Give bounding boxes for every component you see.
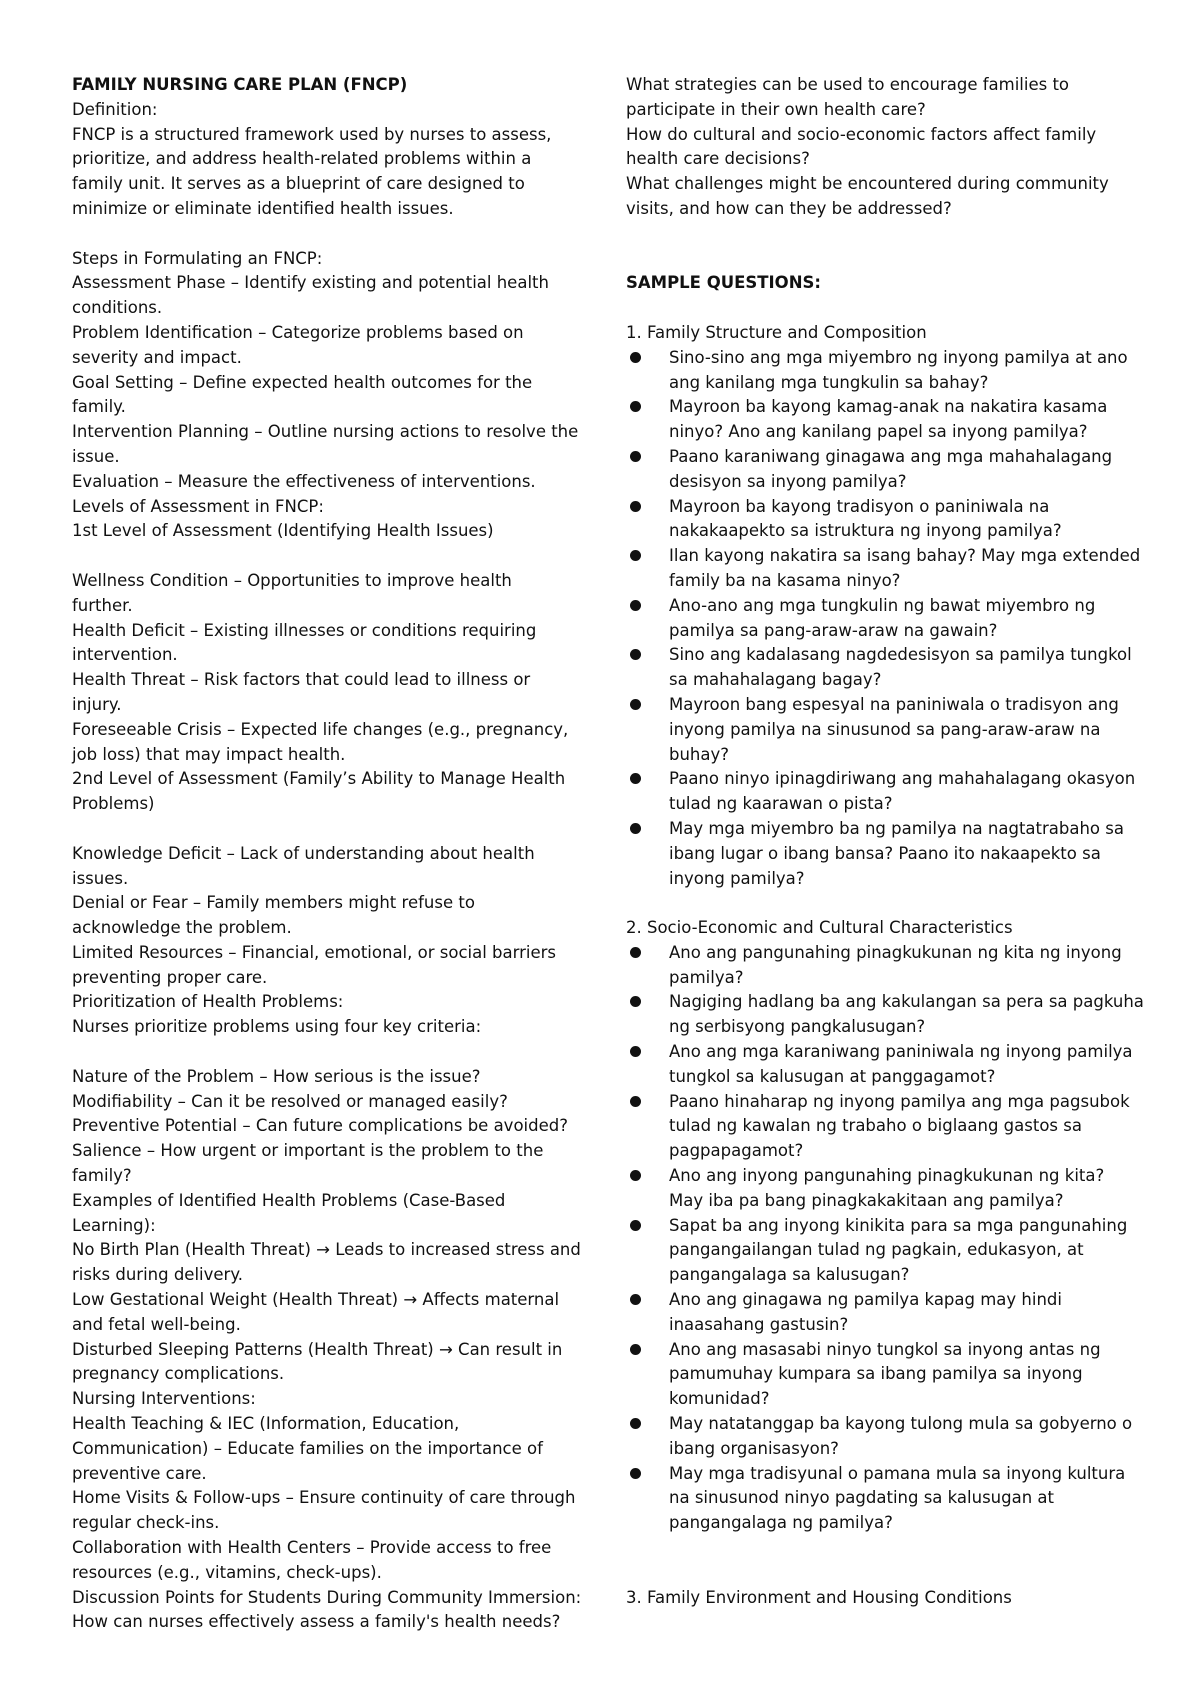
text-line: resources (e.g., vitamins, check-ups). <box>72 1562 382 1582</box>
text-line: Examples of Identified Health Problems (Case-Based <box>72 1190 506 1210</box>
text-line: Levels of Assessment in FNCP: <box>72 496 324 516</box>
text-line: preventing proper care. <box>72 967 268 987</box>
text-line: Salience – How urgent or important is the problem to the <box>72 1141 544 1161</box>
text-line: Preventive Potential – Can future complications be avoided? <box>72 1116 568 1136</box>
text-line: issue. <box>72 446 120 466</box>
bullet-item <box>626 495 1138 545</box>
bullet-text-line: sa mahahalagang bagay? <box>669 670 882 690</box>
text-line: family? <box>72 1166 132 1186</box>
text-line: further. <box>72 595 133 615</box>
bullet-text-line: ibang organisasyon? <box>669 1438 839 1458</box>
text-line: Problems) <box>72 794 155 814</box>
text-line: severity and impact. <box>72 347 242 367</box>
bullet-text-line: Sapat ba ang inyong kinikita para sa mga pangunahing <box>669 1215 1128 1235</box>
text-line: 2. Socio-Economic and Cultural Characteristics <box>626 918 1013 938</box>
text-line: Health Teaching & IEC (Information, Education, <box>72 1414 460 1434</box>
bullet-text-line: inyong pamilya na sinusunod sa pang-araw-araw na <box>669 719 1101 739</box>
bullet-icon <box>630 699 641 710</box>
bullet-item <box>626 643 1138 693</box>
bullet-text-line: Ilan kayong nakatira sa isang bahay? May mga extended <box>669 546 1141 566</box>
text-line: pregnancy complications. <box>72 1364 285 1384</box>
bullet-icon <box>630 352 641 363</box>
bullet-text-line: Mayroon bang espesyal na paniniwala o tradisyon ang <box>669 694 1119 714</box>
bullet-item <box>626 990 1144 1040</box>
blank-line <box>72 222 592 247</box>
blank-line <box>626 222 1138 247</box>
blank-line <box>626 1561 1138 1586</box>
bullet-icon <box>630 501 641 512</box>
text-line: minimize or eliminate identified health issues. <box>72 198 454 218</box>
bullet-icon <box>630 1046 641 1057</box>
text-line: intervention. <box>72 645 178 665</box>
bullet-item <box>626 1462 1138 1536</box>
bullet-item <box>626 1338 1138 1412</box>
text-line: Goal Setting – Define expected health outcomes for the <box>72 372 533 392</box>
bullet-text-line: Nagiging hadlang ba ang kakulangan sa pera sa pagkuha <box>669 992 1144 1012</box>
bullet-text-line: inaasahang gastusin? <box>669 1314 849 1334</box>
bullet-text-line: tulad ng kaarawan o pista? <box>669 794 893 814</box>
bullet-text-line: May mga miyembro ba ng pamilya na nagtatrabaho sa <box>669 818 1124 838</box>
bullet-text-line: pagpapagamot? <box>669 1141 804 1161</box>
bullet-text-line: pamilya sa pang-araw-araw na gawain? <box>669 620 998 640</box>
bullet-text-line: Paano karaniwang ginagawa ang mga mahahalagang <box>669 446 1113 466</box>
text-line: prioritize, and address health-related problems within a <box>72 149 532 169</box>
bullet-text-line: pangangailangan tulad ng pagkain, edukasyon, at <box>669 1240 1084 1260</box>
text-line: Nature of the Problem – How serious is the issue? <box>72 1066 481 1086</box>
bullet-icon <box>630 1294 641 1305</box>
text-line: Nursing Interventions: <box>72 1389 256 1409</box>
bullet-text-line: ninyo? Ano ang kanilang papel sa inyong pamilya? <box>669 422 1088 442</box>
bullet-text-line: Sino-sino ang mga miyembro ng inyong pamilya at ano <box>669 347 1128 367</box>
text-line: Health Deficit – Existing illnesses or conditions requiring <box>72 620 537 640</box>
bullet-icon <box>630 1220 641 1231</box>
text-line: What challenges might be encountered during community <box>626 174 1109 194</box>
bullet-text-line: tungkol sa kalusugan at panggagamot? <box>669 1066 996 1086</box>
bullet-icon <box>630 1418 641 1429</box>
bullet-item <box>626 1288 1138 1338</box>
bullet-item <box>626 1040 1138 1090</box>
text-line: Health Threat – Risk factors that could lead to illness or <box>72 670 531 690</box>
text-line: Communication) – Educate families on the importance of <box>72 1438 543 1458</box>
bullet-item <box>626 346 1138 396</box>
bullet-icon <box>630 401 641 412</box>
text-line: Foreseeable Crisis – Expected life changes (e.g., pregnancy, <box>72 719 569 739</box>
bullet-text-line: May natatanggap ba kayong tulong mula sa gobyerno o <box>669 1414 1133 1434</box>
bullet-text-line: inyong pamilya? <box>669 868 805 888</box>
bullet-icon <box>630 773 641 784</box>
text-line: 2nd Level of Assessment (Family’s Ability to Manage Health <box>72 769 566 789</box>
text-line: How do cultural and socio-economic factors affect family <box>626 124 1097 144</box>
bullet-item <box>626 693 1138 767</box>
bullet-item <box>626 1214 1138 1288</box>
text-line: 1st Level of Assessment (Identifying Health Issues) <box>72 521 494 541</box>
bullet-text-line: May iba pa bang pinagkakakitaan ang pamilya? <box>669 1190 1064 1210</box>
text-line: Home Visits & Follow-ups – Ensure continuity of care through <box>72 1488 576 1508</box>
text-line: 3. Family Environment and Housing Conditions <box>626 1587 1012 1607</box>
text-line: acknowledge the problem. <box>72 918 292 938</box>
text-line: What strategies can be used to encourage families to <box>626 75 1070 94</box>
text-line: preventive care. <box>72 1463 207 1483</box>
bullet-item <box>626 445 1138 495</box>
text-line: and fetal well-being. <box>72 1314 241 1334</box>
text-line: conditions. <box>72 298 163 318</box>
text-line: Prioritization of Health Problems: <box>72 992 344 1012</box>
text-line: FNCP is a structured framework used by nurses to assess, <box>72 124 552 144</box>
bullet-text-line: tulad ng kawalan ng trabaho o biglaang gastos sa <box>669 1116 1082 1136</box>
bullet-icon <box>630 550 641 561</box>
text-line: family unit. It serves as a blueprint of care designed to <box>72 174 525 194</box>
bullet-text-line: Paano ninyo ipinagdiriwang ang mahahalagang okasyon <box>669 769 1136 789</box>
text-line: Wellness Condition – Opportunities to improve health <box>72 570 512 590</box>
blank-line <box>72 544 592 569</box>
bullet-item <box>626 941 1138 991</box>
bullet-icon <box>630 823 641 834</box>
blank-line <box>72 817 592 842</box>
bullet-text-line: Mayroon ba kayong kamag-anak na nakatira kasama <box>669 397 1108 417</box>
text-line: family. <box>72 397 126 417</box>
text-line: Disturbed Sleeping Patterns (Health Threat) → Can result in <box>72 1339 563 1359</box>
text-line: Nurses prioritize problems using four key criteria: <box>72 1017 482 1037</box>
bullet-text-line: pamilya? <box>669 967 744 987</box>
text-line: Discussion Points for Students During Community Immersion: <box>72 1587 582 1607</box>
bullet-text-line: Paano hinaharap ng inyong pamilya ang mga pagsubok <box>669 1091 1130 1111</box>
blank-line <box>626 1536 1138 1561</box>
bullet-text-line: Ano-ano ang mga tungkulin ng bawat miyembro ng <box>669 595 1096 615</box>
bullet-text-line: Ano ang mga karaniwang paniniwala ng inyong pamilya <box>669 1042 1133 1062</box>
text-line: No Birth Plan (Health Threat) → Leads to increased stress and <box>72 1240 581 1260</box>
text-line: job loss) that may impact health. <box>72 744 346 764</box>
bullet-item <box>626 767 1138 817</box>
text-line: 1. Family Structure and Composition <box>626 322 927 342</box>
bullet-item <box>626 817 1138 891</box>
bullet-text-line: ibang lugar o ibang bansa? Paano ito nakaapekto sa <box>669 843 1101 863</box>
bullet-item <box>626 544 1141 594</box>
text-line: Modifiability – Can it be resolved or managed easily? <box>72 1091 508 1111</box>
text-line: issues. <box>72 868 129 888</box>
text-line: Assessment Phase – Identify existing and potential health <box>72 273 549 293</box>
bullet-text-line: pamumuhay kumpara sa ibang pamilya sa inyong <box>669 1364 1083 1384</box>
bullet-text-line: May mga tradisyunal o pamana mula sa inyong kultura <box>669 1463 1126 1483</box>
bullet-icon <box>630 1344 641 1355</box>
bullet-text-line: ang kanilang mga tungkulin sa bahay? <box>669 372 989 392</box>
text-line: participate in their own health care? <box>626 99 926 119</box>
text-line: Definition: <box>72 99 158 119</box>
bullet-text-line: Ano ang pangunahing pinagkukunan ng kita ng inyong <box>669 942 1122 962</box>
bullet-icon <box>630 451 641 462</box>
text-line: risks during delivery. <box>72 1265 243 1285</box>
bullet-text-line: na sinusunod ninyo pagdating sa kalusugan at <box>669 1488 1055 1508</box>
bullet-icon <box>630 947 641 958</box>
text-line: Learning): <box>72 1215 156 1235</box>
bullet-item <box>626 1412 1138 1462</box>
bullet-icon <box>630 649 641 660</box>
text-line: Limited Resources – Financial, emotional, or social barriers <box>72 942 557 962</box>
bullet-text-line: desisyon sa inyong pamilya? <box>669 471 907 491</box>
bullet-icon <box>630 1468 641 1479</box>
heading-family-nursing-care-plan-fncp: FAMILY NURSING CARE PLAN (FNCP) <box>72 75 408 94</box>
bullet-item <box>626 395 1138 445</box>
text-line: health care decisions? <box>626 149 810 169</box>
text-line: regular check-ins. <box>72 1513 220 1533</box>
bullet-text-line: Ano ang ginagawa ng pamilya kapag may hindi <box>669 1290 1062 1310</box>
text-line: injury. <box>72 694 122 714</box>
bullet-text-line: ng serbisyong pangkalusugan? <box>669 1017 926 1037</box>
bullet-text-line: Ano ang inyong pangunahing pinagkukunan ng kita? <box>669 1166 1105 1186</box>
bullet-text-line: Mayroon ba kayong tradisyon o paniniwala na <box>669 496 1050 516</box>
text-line: Denial or Fear – Family members might refuse to <box>72 893 475 913</box>
blank-line <box>626 247 1138 272</box>
blank-line <box>626 891 1138 916</box>
bullet-item <box>626 1164 1138 1214</box>
text-line: Intervention Planning – Outline nursing actions to resolve the <box>72 422 579 442</box>
text-line: Steps in Formulating an FNCP: <box>72 248 323 268</box>
heading-sample-questions: SAMPLE QUESTIONS: <box>626 273 821 293</box>
right-column <box>626 73 1144 1610</box>
blank-line <box>72 1040 592 1065</box>
bullet-text-line: Ano ang masasabi ninyo tungkol sa inyong antas ng <box>669 1339 1101 1359</box>
bullet-text-line: komunidad? <box>669 1389 770 1409</box>
text-line: Problem Identification – Categorize problems based on <box>72 322 524 342</box>
bullet-icon <box>630 1170 641 1181</box>
left-column <box>72 73 592 1635</box>
text-line: How can nurses effectively assess a family's health needs? <box>72 1612 561 1632</box>
text-line: Evaluation – Measure the effectiveness of interventions. <box>72 471 536 491</box>
bullet-text-line: pangangalaga sa kalusugan? <box>669 1265 910 1285</box>
bullet-icon <box>630 996 641 1007</box>
bullet-icon <box>630 600 641 611</box>
bullet-text-line: pangangalaga ng pamilya? <box>669 1513 893 1533</box>
text-line: Knowledge Deficit – Lack of understanding about health <box>72 843 535 863</box>
text-line: visits, and how can they be addressed? <box>626 198 952 218</box>
bullet-text-line: nakakaapekto sa istruktura ng inyong pamilya? <box>669 521 1062 541</box>
bullet-icon <box>630 1096 641 1107</box>
blank-line <box>626 296 1138 321</box>
bullet-text-line: Sino ang kadalasang nagdedesisyon sa pamilya tungkol <box>669 645 1132 665</box>
bullet-text-line: buhay? <box>669 744 730 764</box>
bullet-item <box>626 1090 1138 1164</box>
text-line: Low Gestational Weight (Health Threat) → Affects maternal <box>72 1290 560 1310</box>
bullet-item <box>626 594 1138 644</box>
bullet-text-line: family ba na kasama ninyo? <box>669 570 901 590</box>
text-line: Collaboration with Health Centers – Provide access to free <box>72 1538 552 1558</box>
